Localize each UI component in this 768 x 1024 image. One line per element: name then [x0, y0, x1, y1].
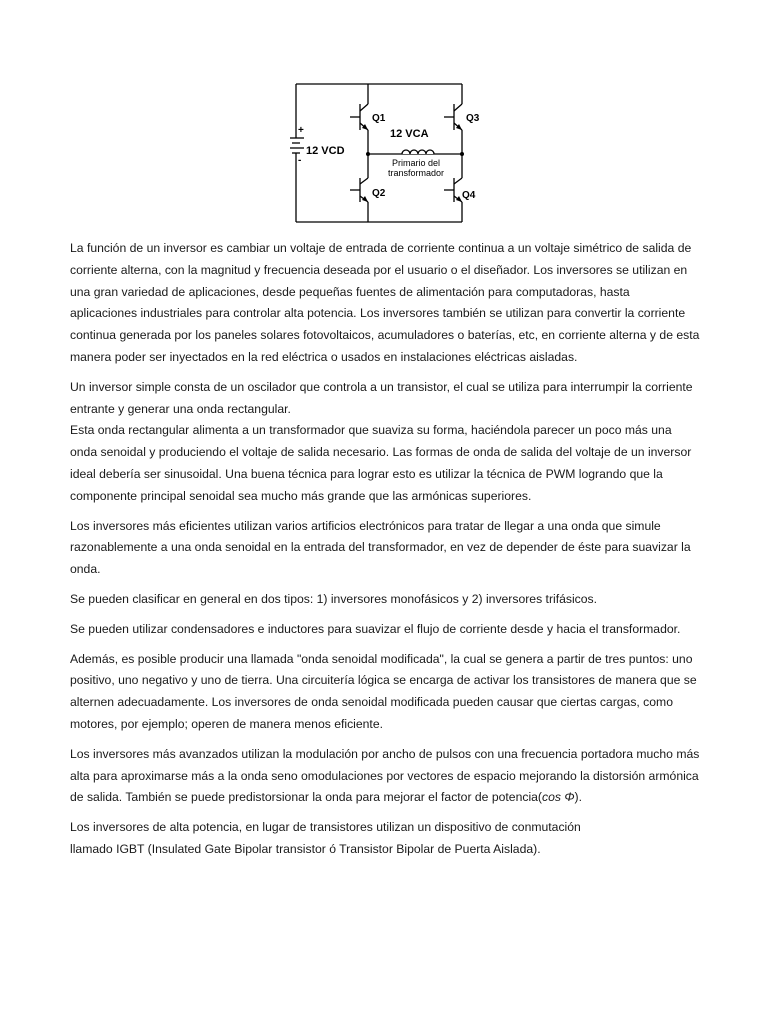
paragraph-modified-sine: Además, es posible producir una llamada "onda senoidal modificada", la cual se genera a partir de tres puntos: uno positivo, uno negativo y uno de tierra. Una circuitería lógica se encarga de activar los transistores de manera que se alternen adecuadamente. Los inversores de onda senoidal modificada pueden causar que ciertas cargas, como motores, por ejemplo; operen de manera menos eficiente. — [70, 651, 697, 731]
igbt-line-2: llamado IGBT (Insulated Gate Bipolar transistor ó Transistor Bipolar de Puerta Aislada). — [70, 841, 541, 856]
paragraph-igbt — [70, 817, 700, 861]
label-q1: Q1 — [372, 113, 386, 124]
label-q4: Q4 — [462, 190, 476, 201]
label-q3: Q3 — [466, 113, 480, 124]
circuit-svg — [290, 78, 480, 228]
paragraph-capacitors: Se pueden utilizar condensadores e inductores para suavizar el flujo de corriente desde y hacia el transformador. — [70, 621, 681, 636]
paragraph-simple-inverter: Un inversor simple consta de un oscilador que controla a un transistor, el cual se utiliza para interrumpir la corriente entrante y generar una onda rectangular. — [70, 379, 693, 416]
label-primary-line2: transformador — [387, 168, 445, 178]
paragraph-classification: Se pueden clasificar en general en dos tipos: 1) inversores monofásicos y 2) inversores trifásicos. — [70, 591, 598, 606]
label-output-voltage: 12 VCA — [390, 128, 429, 140]
paragraph-rectangular-wave: Esta onda rectangular alimenta a un transformador que suaviza su forma, haciéndola parecer un poco más una onda senoidal y produciendo el voltaje de salida necesario. Las formas de onda de salida del voltaje de un inversor ideal debería ser sinusoidal. Una buena técnica para lograr esto es utilizar la técnica de PWM logrando que la componente principal senoidal sea mucho más grande que las armónicas superiores. — [70, 423, 692, 503]
label-source-voltage: 12 VCD — [306, 145, 345, 157]
article-body — [70, 238, 700, 869]
power-factor-math: cos Φ — [541, 790, 575, 805]
paragraph-pwm — [70, 744, 700, 809]
label-primary-line1: Primario del — [391, 158, 441, 168]
paragraph-intro: La función de un inversor es cambiar un voltaje de entrada de corriente continua a un voltaje simétrico de salida de corriente alterna, con la magnitud y frecuencia deseada por el usuario o el diseñador. Los inversores se utilizan en una gran variedad de aplicaciones, desde pequeñas fuentes de alimentación para computadoras, hasta aplicaciones industriales para controlar alta potencia. Los inversores también se utilizan para convertir la corriente continua generada por los paneles solares fotovoltaicos, acumuladores o baterías, etc, en corriente alterna y de esta manera poder ser inyectados en la red eléctrica o usados en instalaciones eléctricas aisladas. — [70, 241, 700, 364]
paragraph-efficient-inverters: Los inversores más eficientes utilizan varios artificios electrónicos para tratar de llegar a una onda que simule razonablemente a una onda senoidal en la entrada del transformador, en vez de depender de éste para suavizar la onda. — [70, 518, 691, 577]
label-plus: + — [298, 125, 304, 136]
label-minus: - — [298, 155, 302, 166]
pwm-text-end: ). — [574, 790, 582, 805]
inverter-circuit-diagram — [290, 78, 480, 228]
pwm-text: Los inversores más avanzados utilizan la modulación por ancho de pulsos con una frecuencia portadora mucho más alta para aproximarse más a la onda seno omodulaciones por vectores de espacio mejorando la distorsión armónica de salida. También se puede predistorsionar la onda para mejorar el factor de potencia( — [70, 746, 700, 805]
label-q2: Q2 — [372, 188, 386, 199]
igbt-line-1: Los inversores de alta potencia, en lugar de transistores utilizan un dispositivo de conmutación — [70, 820, 581, 835]
